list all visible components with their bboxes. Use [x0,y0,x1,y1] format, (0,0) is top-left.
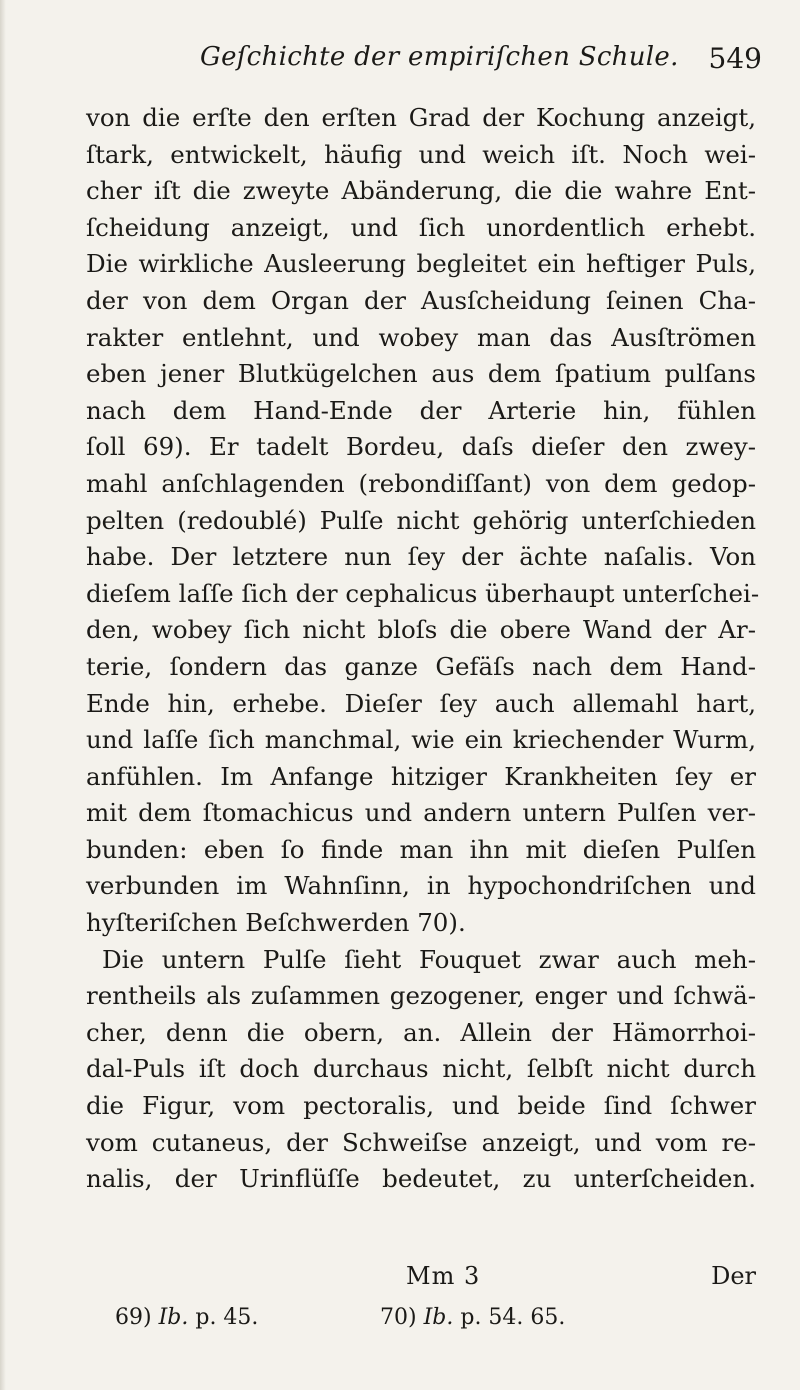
text-line: von die erſte den erſten Grad der Kochung anzeigt, [86,103,756,132]
text-line: ſoll 69). Er tadelt Bordeu, daſs dieſer den zwey- [86,432,756,462]
text-line: nach dem Hand-Ende der Arterie hin, fühlen [86,395,756,425]
footnote-70 [380,1305,565,1330]
text-line: mit dem ſtomachicus und andern untern Pulſen ver- [86,798,756,828]
signature-line [86,1262,756,1296]
text-line: bunden: eben ſo finde man ihn mit dieſen Pulſen [86,834,756,864]
footnotes [115,1305,635,1339]
text-line: ſcheidung anzeigt, und ſich unordentlich erhebt. [86,212,756,242]
footnote-page: p. 54. 65. [460,1305,566,1330]
footnote-69 [115,1305,258,1330]
page-edge-shadow [0,0,6,1390]
text-line: pelten (redoublé) Pulſe nicht gehörig unterſchieden [86,505,756,535]
text-line: dal-Puls iſt doch durchaus nicht, ſelbſt nicht durch [86,1054,756,1084]
text-line: Die wirkliche Ausleerung begleitet ein heftiger Puls, [86,249,756,279]
printer-signature: Mm 3 [406,1262,481,1290]
text-line: Ende hin, erhebe. Dieſer ſey auch allemahl hart, [86,688,756,718]
text-line: der von dem Organ der Ausſcheidung ſeinen Cha- [86,285,756,315]
footnote-number: 70) [380,1305,417,1330]
text-line: und laſſe ſich manchmal, wie ein kriechender Wurm, [86,725,756,755]
text-line: cher, denn die obern, an. Allein der Hämorrhoi- [86,1017,756,1047]
text-line: rakter entlehnt, und wobey man das Ausſtrömen [86,322,756,352]
text-line: habe. Der letztere nun ſey der ächte naſalis. Von [86,542,756,572]
text-line: rentheils als zuſammen gezogener, enger und ſchwä- [86,981,756,1011]
text-line: Die untern Pulſe ſieht Fouquet zwar auch meh- [102,944,756,974]
footnote-number: 69) [115,1305,152,1330]
body-text [86,100,760,1198]
text-line: hyſteriſchen Beſchwerden 70). [86,908,466,938]
text-line: die Figur, vom pectoralis, und beide ſind ſchwer [86,1091,756,1121]
text-line: anfühlen. Im Anfange hitziger Krankheiten ſey er [86,761,756,791]
page-number: 549 [708,42,762,75]
text-line: terie, ſondern das ganze Gefäſs nach dem Hand- [86,651,756,681]
footnote-ref: Ib. [423,1305,454,1330]
text-line: vom cutaneus, der Schweiſse anzeigt, und vom re- [86,1127,756,1157]
page-header [200,38,770,78]
text-line: ſtark, entwickelt, häufig und weich iſt. Noch wei- [86,139,756,169]
text-line: den, wobey ſich nicht bloſs die obere Wand der Ar- [86,615,756,645]
text-line: mahl anſchlagenden (rebondiſſant) von dem gedop- [86,468,756,498]
catchword: Der [711,1262,756,1290]
footnote-page: p. 45. [195,1305,259,1330]
text-line: dieſem laſſe ſich der cephalicus überhaupt unterſchei- [86,578,760,608]
text-line: nalis, der Urinflüſſe bedeutet, zu unterſcheiden. [86,1164,756,1194]
running-title: Geſchichte der empiriſchen Schule. [200,42,679,72]
text-line: verbunden im Wahnſinn, in hypochondriſchen und [86,871,756,901]
footnote-ref: Ib. [158,1305,189,1330]
text-line: cher iſt die zweyte Abänderung, die die wahre Ent- [86,176,756,206]
text-line: eben jener Blutkügelchen aus dem ſpatium pulſans [86,359,756,389]
